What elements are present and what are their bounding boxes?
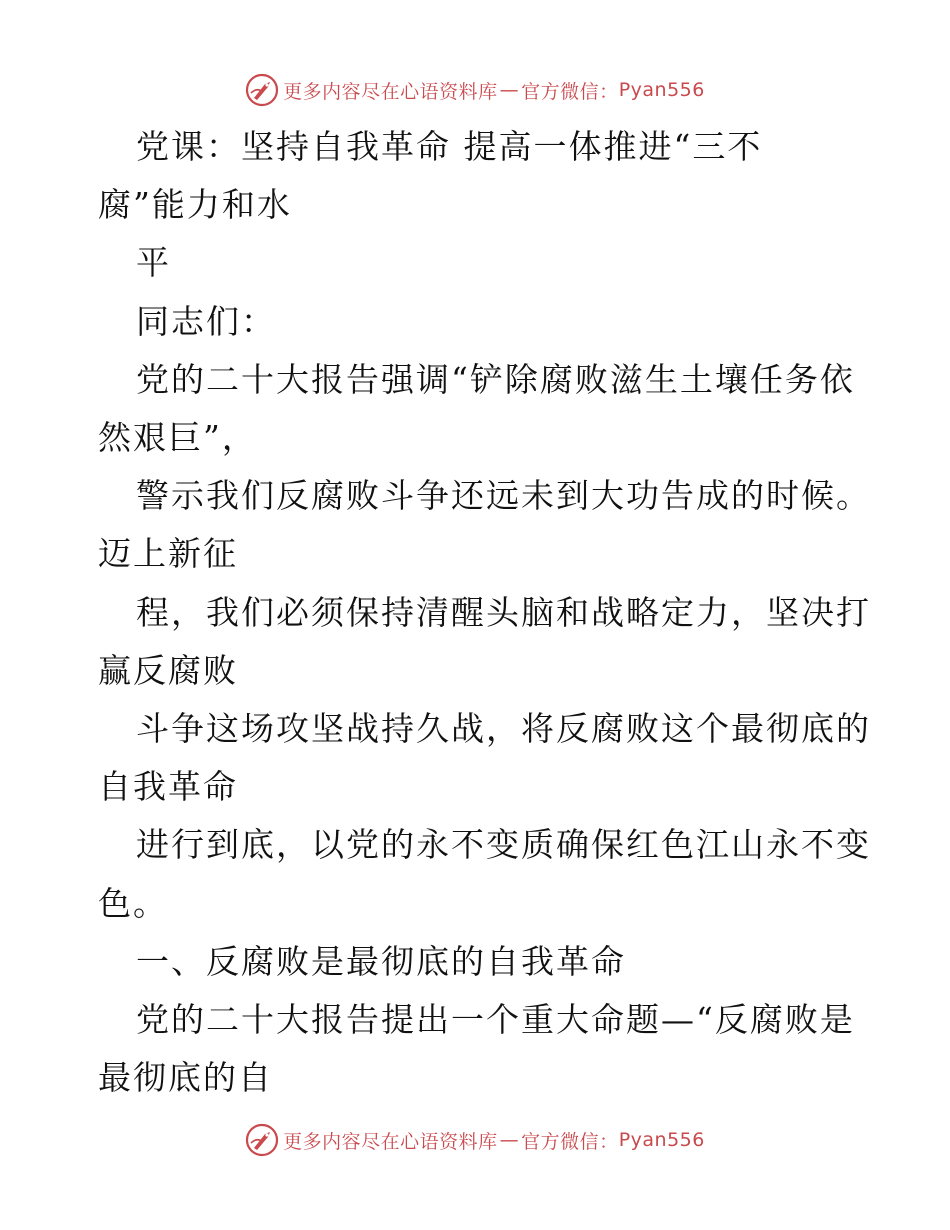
watermark-separator: — [499,1129,520,1151]
watermark-site-text: 更多内容尽在心语资料库 [283,80,498,103]
header-watermark [0,70,950,110]
watermark-wechat-id: Pyan556 [618,79,705,101]
document-title-line-3: 平 [136,243,171,283]
watermark-wechat-id: Pyan556 [618,1129,705,1151]
watermark-wechat-label: 官方微信： [521,80,619,103]
document-title-line-2: 腐”能力和水 [98,185,292,225]
paragraph-line: 斗争这场攻坚战持久战，将反腐败这个最彻底的 [136,709,871,749]
salutation: 同志们： [136,301,276,341]
paragraph-line: 党的二十大报告强调“铲除腐败滋生土壤任务依 [136,359,855,399]
watermark-separator: — [499,79,520,101]
paragraph-line: 自我革命 [98,767,238,807]
watermark-site-text: 更多内容尽在心语资料库 [283,1130,498,1153]
paragraph-line: 进行到底，以党的永不变质确保红色江山永不变 [136,825,871,865]
footer-watermark [0,1120,950,1160]
section-heading: 一、反腐败是最彻底的自我革命 [136,941,626,981]
paragraph-line: 迈上新征 [98,534,238,574]
pen-nib-logo-icon [245,73,279,107]
paragraph-line: 最彻底的自 [98,1058,273,1098]
paragraph-line: 色。 [98,883,168,923]
paragraph-line: 程，我们必须保持清醒头脑和战略定力，坚决打 [136,592,871,632]
pen-nib-logo-icon [245,1123,279,1157]
paragraph-line: 然艰巨”， [98,418,257,458]
paragraph-line: 赢反腐败 [98,650,238,690]
watermark-wechat-label: 官方微信： [521,1130,619,1153]
document-body [98,118,871,1107]
paragraph-line: 党的二十大报告提出一个重大命题—“反腐败是 [136,1000,855,1040]
document-title-line-1: 党课：坚持自我革命 提高一体推进“三不 [136,127,763,166]
paragraph-line: 警示我们反腐败斗争还远未到大功告成的时候。 [136,476,871,516]
